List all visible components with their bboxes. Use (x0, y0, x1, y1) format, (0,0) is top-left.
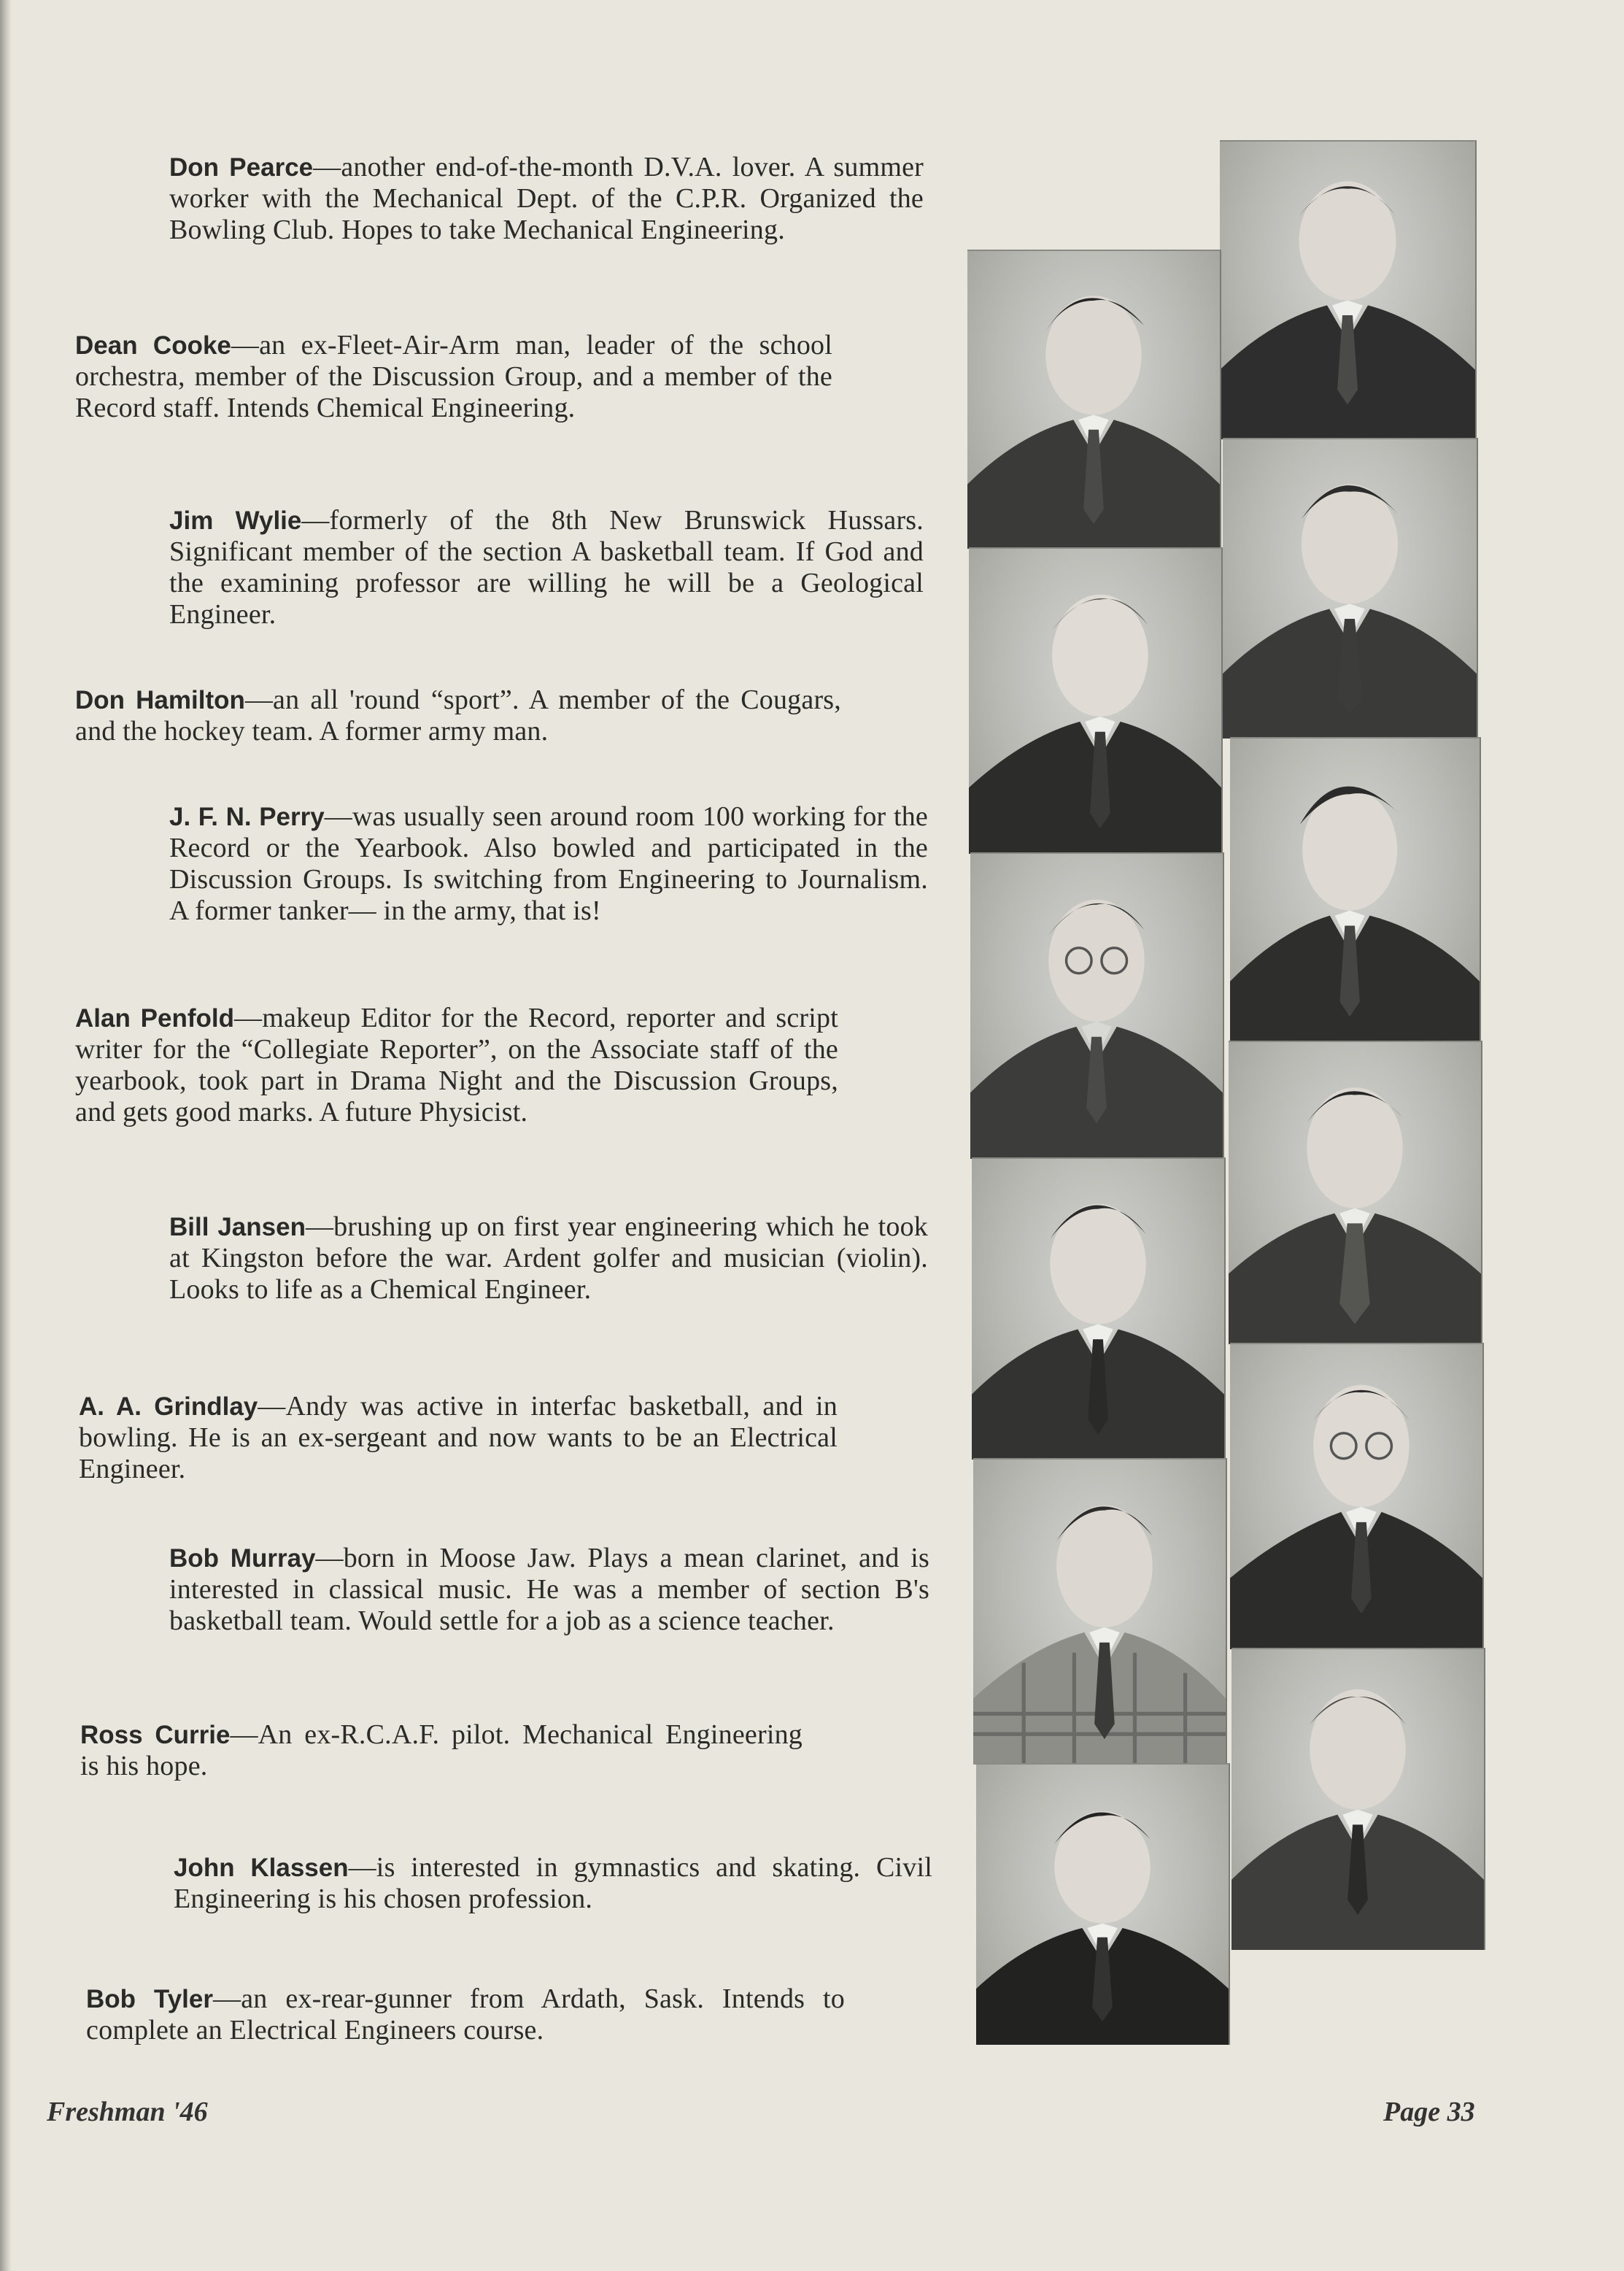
portrait-photo (973, 1458, 1227, 1765)
entry-description: —formerly of the 8th New Brunswick Hussars. Significant member of the section A basketball team. If God and the examining professor are willing he will be a Geological Engineer. (169, 505, 924, 630)
entry-jfn-perry (169, 801, 928, 927)
entry-name: Bill Jansen (169, 1213, 306, 1241)
entry-aa-grindlay (79, 1391, 838, 1485)
entry-bob-tyler (86, 1983, 845, 2046)
portrait-photo (967, 250, 1221, 549)
entry-don-hamilton (75, 685, 841, 747)
portrait-photo (976, 1763, 1230, 2045)
entry-description: —an ex-rear-gunner from Ardath, Sask. Intends to complete an Electrical Engineers course. (86, 1983, 845, 2046)
entry-name: Dean Cooke (75, 331, 231, 360)
entry-dean-cooke (75, 330, 832, 424)
entry-name: Alan Penfold (75, 1004, 234, 1033)
entry-description: —an all 'round “sport”. A member of the Cougars, and the hockey team. A former army man. (75, 685, 841, 747)
entry-description: —brushing up on first year engineering which he took at Kingston before the war. Ardent golfer and musician (violin). Looks to life as a Chemical Engineer. (169, 1211, 928, 1305)
footer-publication: Freshman '46 (47, 2097, 208, 2127)
entry-name: A. A. Grindlay (79, 1392, 258, 1421)
portrait-photo (1223, 438, 1478, 739)
footer-page-number: Page 33 (1383, 2097, 1475, 2127)
portrait-photo (969, 547, 1223, 854)
entry-name: Don Hamilton (75, 686, 245, 714)
entry-description: —was usually seen around room 100 working for the Record or the Yearbook. Also bowled and participated in the Discussion Groups. Is switching from Engineering to Journalism. A former tanker— in the army, that is! (169, 801, 928, 926)
entry-name: Bob Murray (169, 1544, 316, 1573)
entry-description: —An ex-R.C.A.F. pilot. Mechanical Engineering is his hope. (80, 1719, 803, 1781)
entry-john-klassen (174, 1852, 932, 1915)
entry-description: —makeup Editor for the Record, reporter and script writer for the “Collegiate Reporter”, on the Associate staff of the yearbook, took part in Drama Night and the Discussion Groups, and gets good marks. A future Physicist. (75, 1003, 838, 1127)
page-binding-edge (0, 0, 12, 2271)
entry-name: Don Pearce (169, 153, 314, 182)
entry-name: Ross Currie (80, 1721, 231, 1749)
entry-name: Jim Wylie (169, 506, 302, 535)
entry-description: —is interested in gymnastics and skating. Civil Engineering is his chosen profession. (174, 1852, 932, 1914)
entry-alan-penfold (75, 1003, 838, 1128)
entry-ross-currie (80, 1719, 803, 1782)
entry-bob-murray (169, 1543, 929, 1637)
portrait-photo (1230, 1343, 1484, 1649)
entry-jim-wylie (169, 505, 924, 631)
entry-name: Bob Tyler (86, 1985, 213, 2013)
portrait-photo (970, 852, 1224, 1159)
entry-description: —born in Moose Jaw. Plays a mean clarinet, and is interested in classical music. He was a member of section B's basketball team. Would settle for a job as a science teacher. (169, 1543, 929, 1636)
entry-don-pearce (169, 152, 924, 246)
entry-name: J. F. N. Perry (169, 803, 325, 831)
portrait-photo (1231, 1648, 1485, 1950)
entry-description: —another end-of-the-month D.V.A. lover. A summer worker with the Mechanical Dept. of the C.P.R. Organized the Bowling Club. Hopes to take Mechanical Engineering. (169, 152, 924, 245)
entry-name: John Klassen (174, 1854, 349, 1882)
entry-description: —Andy was active in interfac basketball, and in bowling. He is an ex-sergeant and now wants to be an Electrical Engineer. (79, 1391, 838, 1484)
portrait-photo (972, 1157, 1226, 1460)
entry-bill-jansen (169, 1211, 928, 1306)
portrait-photo (1229, 1041, 1482, 1344)
portrait-photo (1220, 140, 1477, 439)
portrait-photo (1230, 737, 1481, 1042)
entry-description: —an ex-Fleet-Air-Arm man, leader of the school orchestra, member of the Discussion Group, and a member of the Record staff. Intends Chemical Engineering. (75, 330, 832, 423)
